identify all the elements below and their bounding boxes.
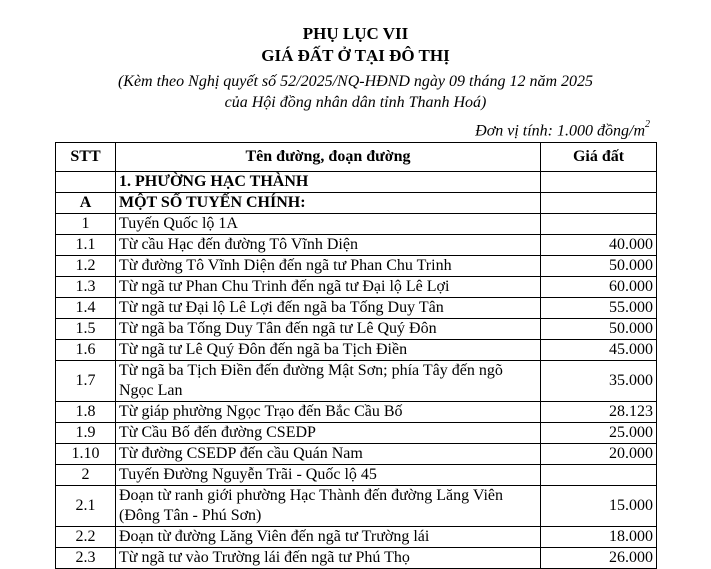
resolution-reference-line1: (Kèm theo Nghị quyết số 52/2025/NQ-HĐND ngày 09 tháng 12 năm 2025 [117,73,594,90]
table-row [56,527,657,548]
row-stt: 2.3 [56,548,116,569]
row-stt: 1.7 [56,361,116,402]
row-price: 35.000 [541,361,657,402]
row-name: Từ Cầu Bố đến đường CSEDP [116,423,541,444]
row-price: 60.000 [541,277,657,298]
row-stt: 1 [56,214,116,235]
table-row [56,277,657,298]
row-price: 28.123 [541,402,657,423]
unit-superscript: 2 [645,119,650,130]
table-row [56,486,657,527]
row-name: Từ ngã tư Phan Chu Trinh đến ngã tư Đại lộ Lê Lợi [116,277,541,298]
row-name: Từ ngã tư vào Trường lái đến ngã tư Phú Thọ [116,548,541,569]
row-name: Từ ngã ba Tịch Điền đến đường Mật Sơn; phía Tây đến ngõ Ngọc Lan [116,361,541,402]
row-price [541,193,657,214]
land-price-table [55,142,657,569]
row-name: Từ đường CSEDP đến cầu Quán Nam [116,444,541,465]
column-header-price: Giá đất [541,143,657,172]
row-stt: 1.9 [56,423,116,444]
table-row [56,319,657,340]
row-name: Từ giáp phường Ngọc Trạo đến Bắc Cầu Bố [116,402,541,423]
table-row [56,256,657,277]
row-price: 20.000 [541,444,657,465]
row-name: Từ đường Tô Vĩnh Diện đến ngã tư Phan Chu Trinh [116,256,541,277]
row-name: Từ cầu Hạc đến đường Tô Vĩnh Diện [116,235,541,256]
table-header-row [56,143,657,172]
row-stt: 1.3 [56,277,116,298]
table-row [56,172,657,193]
row-price: 18.000 [541,527,657,548]
table-row [56,235,657,256]
table-row [56,340,657,361]
row-price [541,172,657,193]
row-price: 45.000 [541,340,657,361]
table-row [56,548,657,569]
row-stt [56,172,116,193]
row-name: Đoạn từ đường Lăng Viên đến ngã tư Trường lái [116,527,541,548]
row-stt: 2 [56,465,116,486]
row-price: 50.000 [541,319,657,340]
table-row [56,361,657,402]
row-name: MỘT SỐ TUYẾN CHÍNH: [116,193,541,214]
table-row [56,423,657,444]
table-body [56,172,657,569]
document-title: GIÁ ĐẤT Ở TẠI ĐÔ THỊ [261,46,450,65]
table-row [56,402,657,423]
row-stt: 1.5 [56,319,116,340]
row-stt: 2.1 [56,486,116,527]
row-stt: 1.2 [56,256,116,277]
row-price [541,465,657,486]
appendix-title: PHỤ LỤC VII [302,24,409,43]
row-name: Từ ngã tư Lê Quý Đôn đến ngã ba Tịch Điền [116,340,541,361]
column-header-stt: STT [56,143,116,172]
column-header-name: Tên đường, đoạn đường [116,143,541,172]
row-price: 55.000 [541,298,657,319]
table-row [56,214,657,235]
row-stt: 1.4 [56,298,116,319]
row-price: 40.000 [541,235,657,256]
table-row [56,193,657,214]
row-stt: 1.1 [56,235,116,256]
unit-note [475,117,650,141]
row-stt: 1.10 [56,444,116,465]
table-row [56,465,657,486]
row-stt: 2.2 [56,527,116,548]
row-name: Tuyến Quốc lộ 1A [116,214,541,235]
table-row [56,444,657,465]
unit-text: Đơn vị tính: 1.000 đồng/m [475,122,645,140]
row-price [541,214,657,235]
table-row [56,298,657,319]
row-stt: A [56,193,116,214]
row-price: 50.000 [541,256,657,277]
row-stt: 1.6 [56,340,116,361]
row-price: 25.000 [541,423,657,444]
row-price: 26.000 [541,548,657,569]
row-name: Từ ngã tư Đại lộ Lê Lợi đến ngã ba Tống Duy Tân [116,298,541,319]
row-name: Đoạn từ ranh giới phường Hạc Thành đến đường Lăng Viên (Đông Tân - Phú Sơn) [116,486,541,527]
row-name: 1. PHƯỜNG HẠC THÀNH [116,172,541,193]
row-price: 15.000 [541,486,657,527]
row-name: Tuyến Đường Nguyễn Trãi - Quốc lộ 45 [116,465,541,486]
row-stt: 1.8 [56,402,116,423]
row-name: Từ ngã ba Tống Duy Tân đến ngã tư Lê Quý Đôn [116,319,541,340]
resolution-reference-line2: của Hội đồng nhân dân tỉnh Thanh Hoá) [224,94,487,111]
